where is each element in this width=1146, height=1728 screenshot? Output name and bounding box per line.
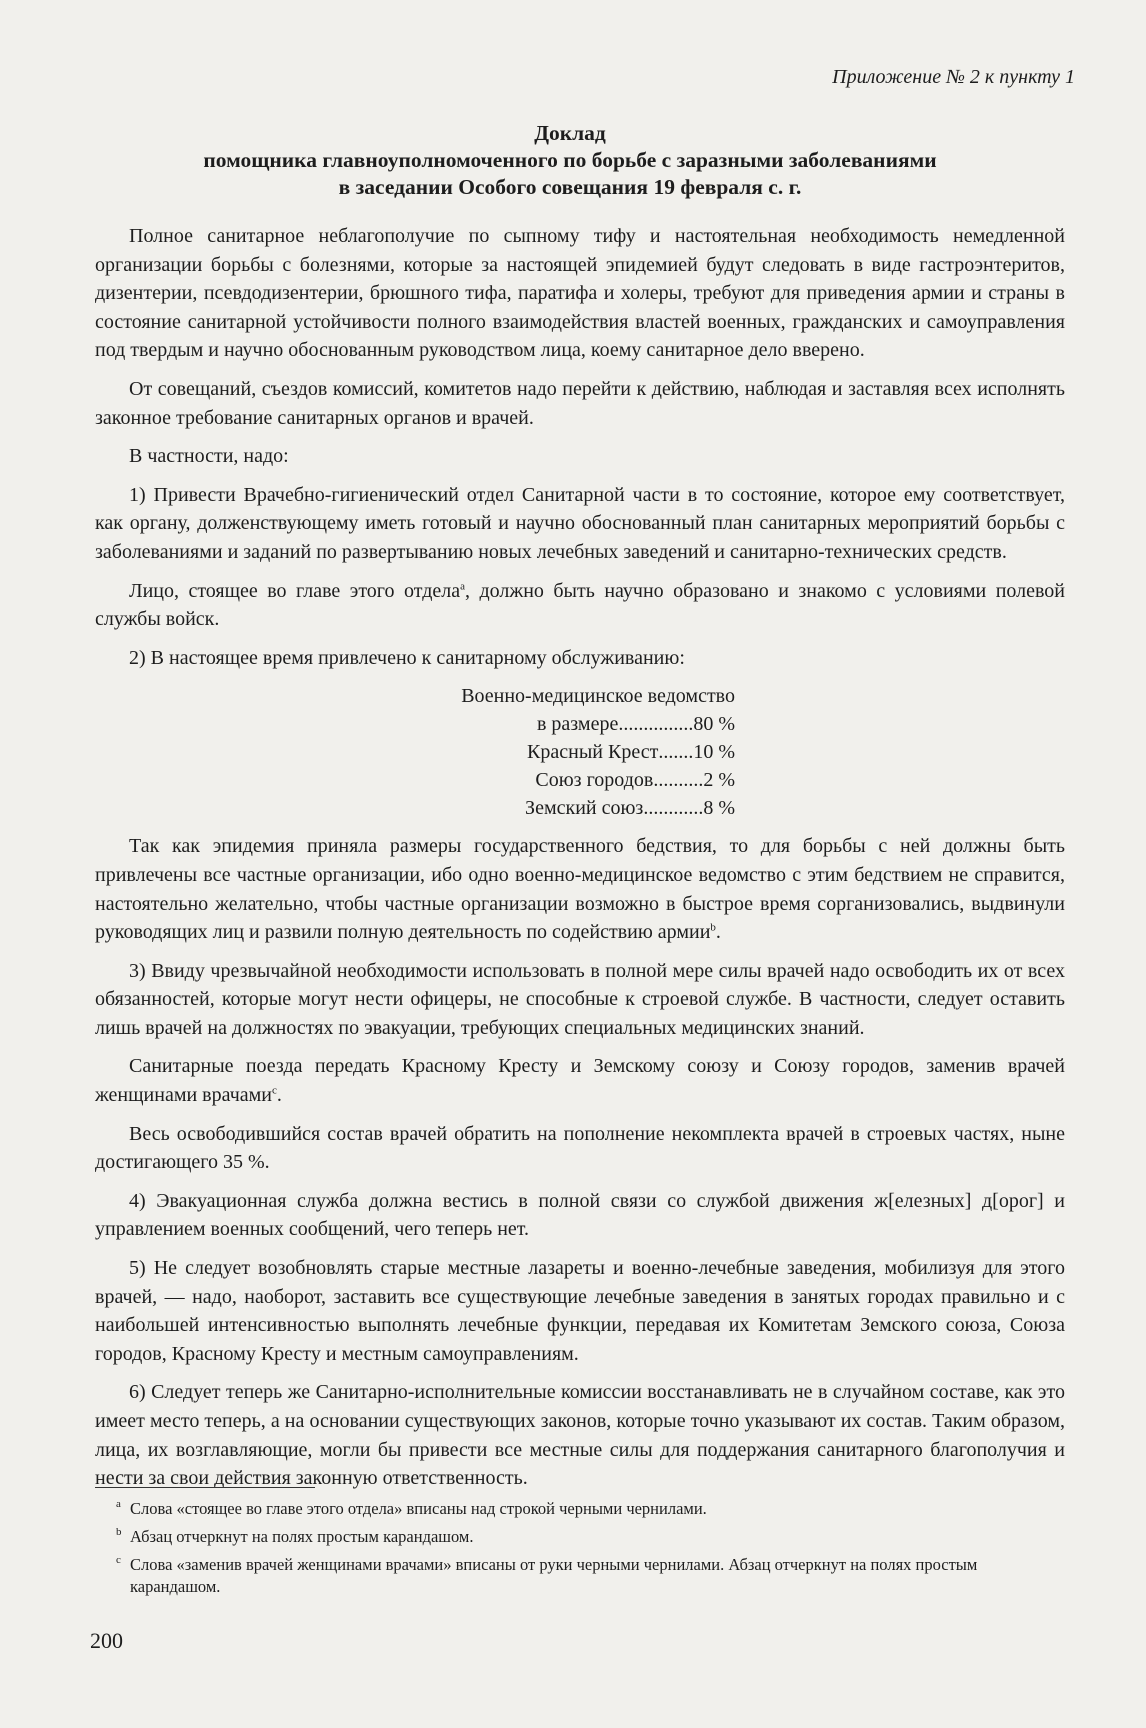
row-label: Союз городов bbox=[535, 769, 654, 792]
paragraph-freed-doctors: Весь освободившийся состав врачей обратить на пополнение некомплекта врачей в строевых частях, ныне достигающего 35 %. bbox=[95, 1122, 1065, 1174]
paragraph-intro: Полное санитарное неблагополучие по сыпному тифу и настоятельная необходимость немедленной организации борьбы с болезнями, которые за настоящей эпидемией будут следовать в виде гастроэнтеритов, дизентерии, псевдодизентерии, брюшного тифа, паратифа и холеры, требуют для приведения армии и страны в состояние санитарной устойчивости полного взаимодействия властей военных, гражданских и самоуправления под твердым и научно обоснованным руководством лица, коему санитарное дело вверено. bbox=[95, 225, 1065, 362]
distribution-row bbox=[95, 738, 735, 766]
row-label: Красный Крест bbox=[527, 741, 659, 764]
row-dots: ............ bbox=[643, 797, 704, 820]
footnote-divider bbox=[95, 1487, 315, 1488]
paragraph-head-of-department bbox=[95, 577, 1065, 634]
footnote-mark: c bbox=[116, 1554, 121, 1566]
footnote-ref-c[interactable]: c bbox=[272, 1084, 277, 1097]
paragraph-epidemic bbox=[95, 832, 1065, 946]
footnote-text: Слова «заменив врачей женщинами врачами» вписаны от руки черными чернилами. Абзац отчеркнут на полях простым карандашом. bbox=[130, 1555, 978, 1596]
paragraph-action: От совещаний, съездов комиссий, комитетов надо перейти к действию, наблюдая и заставляя всех исполнять законное требование санитарных органов и врачей. bbox=[95, 377, 1065, 429]
footnote-ref-a[interactable]: a bbox=[460, 579, 466, 592]
paragraph-text: . bbox=[715, 921, 721, 944]
row-label: Земский союз bbox=[525, 797, 644, 820]
row-dots: .......... bbox=[653, 769, 704, 792]
distribution-table bbox=[95, 682, 735, 822]
footnote-item bbox=[112, 1526, 1067, 1548]
row-dots: ....... bbox=[658, 741, 694, 764]
footnote-mark: a bbox=[116, 1498, 121, 1510]
footnote-text: Слова «стоящее во главе этого отдела» вписаны над строкой черными чернилами. bbox=[130, 1499, 707, 1518]
row-value: 2 % bbox=[703, 769, 735, 792]
paragraph-in-particular: В частности, надо: bbox=[129, 445, 289, 468]
paragraph-item-6: 6) Следует теперь же Санитарно-исполнительные комиссии восстанавливать не в случайном составе, как это имеет место теперь, а на основании существующих законов, которые точно указывают их состав. Таким образом, лица, их возглавляющие, могли бы привести все местные силы для поддержания санитарного благополучия и нести за свои действия законную ответственность. bbox=[95, 1381, 1065, 1490]
paragraph-sanitary-trains bbox=[95, 1052, 1065, 1109]
distribution-row bbox=[95, 794, 735, 822]
title-line-2: помощника главноуполномоченного по борьбе с заразными заболеваниями bbox=[203, 148, 937, 172]
row-value: 8 % bbox=[703, 797, 735, 820]
paragraph-item-5: 5) Не следует возобновлять старые местные лазареты и военно-лечебные заведения, мобилизуя для этого врачей, — надо, наоборот, заставить все существующие лечебные заведения в занятых городах правильно и с наибольшей интенсивностью выполнять лечебные функции, передавая их Комитетам Земского союза, Союза городов, Красному Кресту и местным самоуправлениям. bbox=[95, 1257, 1065, 1365]
document-body bbox=[95, 222, 1065, 1503]
footnote-item bbox=[112, 1498, 1067, 1520]
paragraph-item-1: 1) Привести Врачебно-гигиенический отдел Санитарной части в то состояние, которое ему соответствует, как органу, долженствующему иметь готовый и научно обоснованный план санитарных мероприятий борьбы с заболеваниями и заданий по развертыванию новых лечебных заведений и санитарно-технических средств. bbox=[95, 483, 1065, 563]
paragraph-item-3: 3) Ввиду чрезвычайной необходимости использовать в полной мере силы врачей надо освободить их от всех обязанностей, которые могут нести офицеры, не способные к строевой службе. В частности, следует оставить лишь врачей на должностях по эвакуации, требующих специальных медицинских знаний. bbox=[95, 959, 1065, 1039]
paragraph-text: Так как эпидемия приняла размеры государственного бедствия, то для борьбы с ней должны быть привлечены все частные организации, ибо одно военно-медицинское ведомство с этим бедствием не справится, настоятельно желательно, чтобы частные организации возможно в быстрое время сорганизовались, выдвинули руководящих лиц и развили полную деятельность по содействию армии bbox=[95, 835, 1065, 944]
distribution-title: Военно-медицинское ведомство bbox=[461, 685, 735, 708]
paragraph-text: Лицо, стоящее во главе этого отдела bbox=[129, 579, 461, 602]
row-value: 10 % bbox=[693, 741, 735, 764]
footnote-text: Абзац отчеркнут на полях простым карандашом. bbox=[130, 1527, 474, 1546]
document-title bbox=[130, 120, 1010, 201]
paragraph-item-4: 4) Эвакуационная служба должна вестись в полной связи со службой движения ж[елезных] д[орог] и управлением военных сообщений, чего теперь нет. bbox=[95, 1189, 1065, 1241]
page-number: 200 bbox=[90, 1628, 123, 1653]
title-line-3: в заседании Особого совещания 19 февраля с. г. bbox=[338, 175, 802, 199]
row-dots: ............... bbox=[618, 713, 694, 736]
distribution-row bbox=[95, 766, 735, 794]
distribution-row bbox=[95, 710, 735, 738]
paragraph-text: . bbox=[276, 1084, 282, 1107]
row-label: в размере bbox=[536, 713, 619, 736]
appendix-label: Приложение № 2 к пункту 1 bbox=[832, 66, 1075, 88]
row-value: 80 % bbox=[693, 713, 735, 736]
footnote-ref-b[interactable]: b bbox=[710, 921, 716, 934]
footnotes bbox=[112, 1498, 1067, 1604]
footnote-mark: b bbox=[116, 1526, 122, 1538]
title-line-1: Доклад bbox=[534, 121, 606, 145]
paragraph-text: Санитарные поезда передать Красному Кресту и Земскому союзу и Союзу городов, заменив врачей женщинами врачами bbox=[95, 1055, 1065, 1107]
paragraph-item-2: 2) В настоящее время привлечено к санитарному обслуживанию: bbox=[129, 646, 685, 669]
paragraph-text: , должно быть научно образовано и знакомо с условиями полевой службы войск. bbox=[95, 579, 1066, 631]
footnote-item bbox=[112, 1554, 1067, 1598]
